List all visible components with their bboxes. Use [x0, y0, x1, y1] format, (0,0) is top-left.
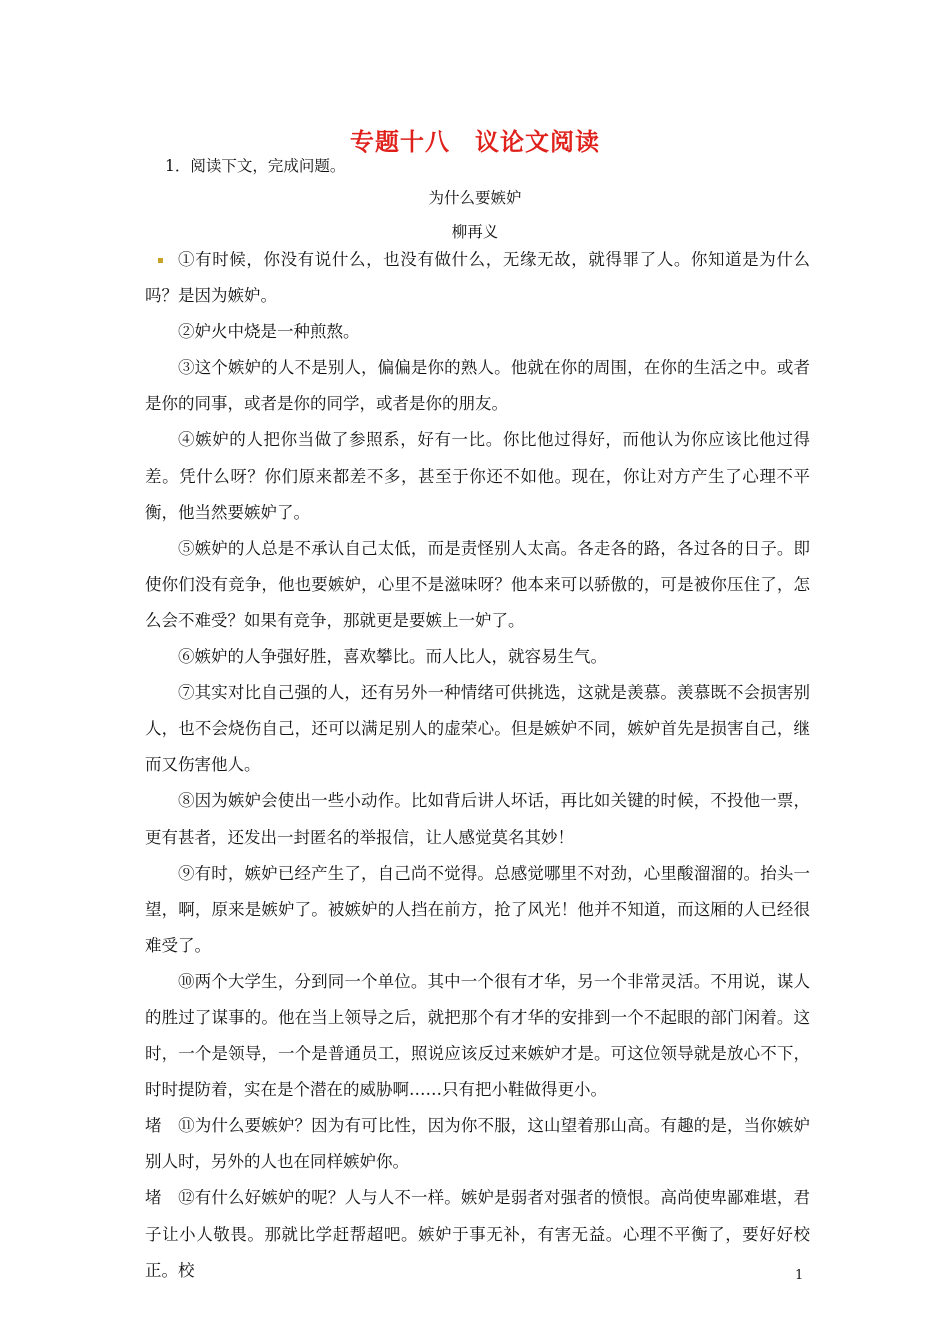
paragraph: ⑤嫉妒的人总是不承认自己太低，而是责怪别人太高。各走各的路，各过各的日子。即使你们没有竞争，他也要嫉妒，心里不是滋味呀？他本来可以骄傲的，可是被你压住了，怎么会不难受？如果有竞争，那就更是要嫉上一妒了。 [145, 538, 810, 630]
margin-char: 堵 [145, 1116, 162, 1136]
margin-char: 堵 [145, 1188, 162, 1208]
paragraph-text: ⑪为什么要嫉妒？因为有可比性，因为你不服，这山望着那山高。有趣的是，当你嫉妒别人时，另外的人也在同样嫉妒你。 [145, 1116, 810, 1172]
paragraph: ⑩两个大学生，分到同一个单位。其中一个很有才华，另一个非常灵活。不用说，谋人的胜过了谋事的。他在当上领导之后，就把那个有才华的安排到一个不起眼的部门闲着。这时，一个是领导，一个是普通员工，照说应该反过来嫉妒才是。可这位领导就是放心不下，时时提防着，实在是个潜在的威胁啊……只有把小鞋做得更小。 [145, 971, 810, 1100]
question-prompt: 1．阅读下文，完成问题。 [165, 157, 346, 175]
paragraph: ⑦其实对比自己强的人，还有另外一种情绪可供挑选，这就是羡慕。羡慕既不会损害别人，也不会烧伤自己，还可以满足别人的虚荣心。但是嫉妒不同，嫉妒首先是损害自己，继而又伤害他人。 [145, 683, 810, 775]
paragraph: ⑥嫉妒的人争强好胜，喜欢攀比。而人比人，就容易生气。 [178, 647, 607, 667]
paragraph: ②妒火中烧是一种煎熬。 [178, 322, 360, 342]
paragraph: ⑧因为嫉妒会使出一些小动作。比如背后讲人坏话，再比如关键的时候，不投他一票，更有甚者，还发出一封匿名的举报信，让人感觉莫名其妙！ [145, 791, 810, 847]
paragraph [145, 1180, 810, 1288]
paragraph: ①有时候，你没有说什么，也没有做什么，无缘无故，就得罪了人。你知道是为什么吗？是因为嫉妒。 [145, 250, 810, 306]
paragraph-text: ⑫有什么好嫉妒的呢？人与人不一样。嫉妒是弱者对强者的愤恨。高尚使卑鄙难堪，君子让小人敬畏。那就比学赶帮超吧。嫉妒于事无补，有害无益。心理不平衡了，要好好校正。校 [145, 1188, 810, 1280]
paragraph: ③这个嫉妒的人不是别人，偏偏是你的熟人。他就在你的周围，在你的生活之中。或者是你的同事，或者是你的同学，或者是你的朋友。 [145, 358, 810, 414]
page-title: 专题十八 议论文阅读 [350, 127, 600, 156]
paragraph [145, 1108, 810, 1180]
article-author: 柳再义 [451, 223, 499, 241]
page-number: 1 [795, 1268, 804, 1283]
paragraph: ⑨有时，嫉妒已经产生了，自己尚不觉得。总感觉哪里不对劲，心里酸溜溜的。抬头一望，啊，原来是嫉妒了。被嫉妒的人挡在前方，抢了风光！他并不知道，而这厢的人已经很难受了。 [145, 863, 810, 955]
article-title: 为什么要嫉妒 [428, 189, 522, 207]
paragraph: ④嫉妒的人把你当做了参照系，好有一比。你比他过得好，而他认为你应该比他过得差。凭什么呀？你们原来都差不多，甚至于你还不如他。现在，你让对方产生了心理不平衡，他当然要嫉妒了。 [145, 430, 810, 522]
article-body [145, 242, 810, 1289]
